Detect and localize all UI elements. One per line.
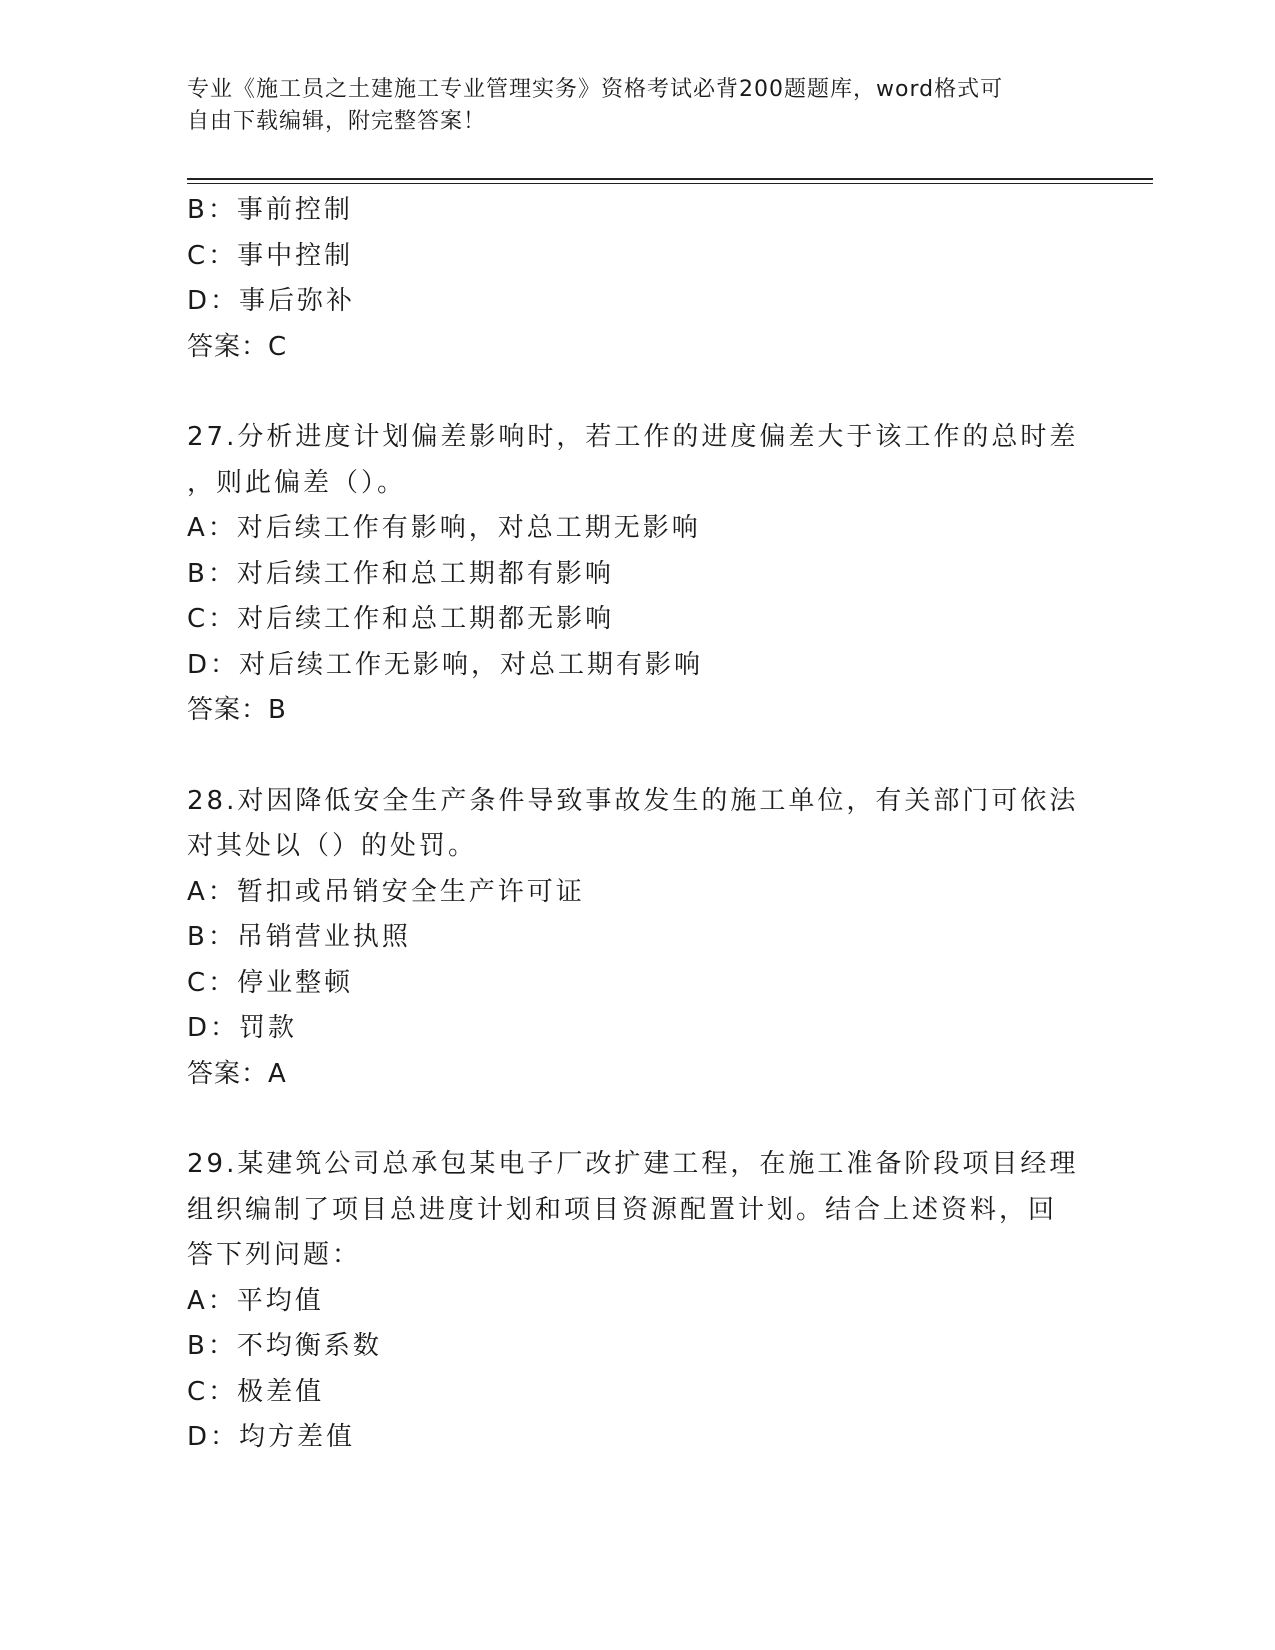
answer-line: 答案：C <box>187 331 288 362</box>
option-b: B：对后续工作和总工期都有影响 <box>187 558 614 589</box>
question-list <box>187 188 1087 1461</box>
question-text: 对其处以（）的处罚。 <box>187 831 478 861</box>
option-d: D：事后弥补 <box>187 286 356 316</box>
document-header <box>187 74 1067 138</box>
option-b: B：吊销营业执照 <box>187 922 411 952</box>
option-c: C：对后续工作和总工期都无影响 <box>187 604 615 634</box>
option-c: C：极差值 <box>187 1376 325 1407</box>
option-a: A：平均值 <box>187 1285 324 1316</box>
option-d: D：均方差值 <box>187 1422 356 1452</box>
option-a: A：暂扣或吊销安全生产许可证 <box>187 876 585 907</box>
answer-line: 答案：A <box>187 1058 287 1089</box>
question-text: 28.对因降低安全生产条件导致事故发生的施工单位，有关部门可依法 <box>187 785 1079 816</box>
option-c: C：停业整顿 <box>187 967 354 998</box>
answer-line: 答案：B <box>187 695 287 725</box>
option-a: A：对后续工作有影响，对总工期无影响 <box>187 513 701 543</box>
option-d: D：对后续工作无影响，对总工期有影响 <box>187 649 704 680</box>
option-d: D：罚款 <box>187 1013 298 1043</box>
question-text: 29.某建筑公司总承包某电子厂改扩建工程，在施工准备阶段项目经理 <box>187 1149 1079 1179</box>
question-text: 答下列问题： <box>187 1240 362 1270</box>
question-block-29 <box>187 1142 1087 1461</box>
header-line-2: 自由下载编辑，附完整答案！ <box>187 109 487 134</box>
header-line-1: 专业《施工员之土建施工专业管理实务》资格考试必背200题题库，word格式可 <box>187 77 1004 102</box>
question-block-26 <box>187 188 1087 370</box>
header-divider-thick <box>187 178 1153 180</box>
option-b: B：事前控制 <box>187 195 353 225</box>
question-text: 27.分析进度计划偏差影响时，若工作的进度偏差大于该工作的总时差 <box>187 422 1079 452</box>
header-divider-thin <box>187 183 1153 184</box>
question-block-28 <box>187 779 1087 1098</box>
question-text: 组织编制了项目总进度计划和项目资源配置计划。结合上述资料，回 <box>187 1194 1058 1225</box>
question-block-27 <box>187 415 1087 734</box>
question-text: ，则此偏差（）。 <box>187 467 407 498</box>
option-b: B：不均衡系数 <box>187 1331 382 1361</box>
option-c: C：事中控制 <box>187 240 354 271</box>
